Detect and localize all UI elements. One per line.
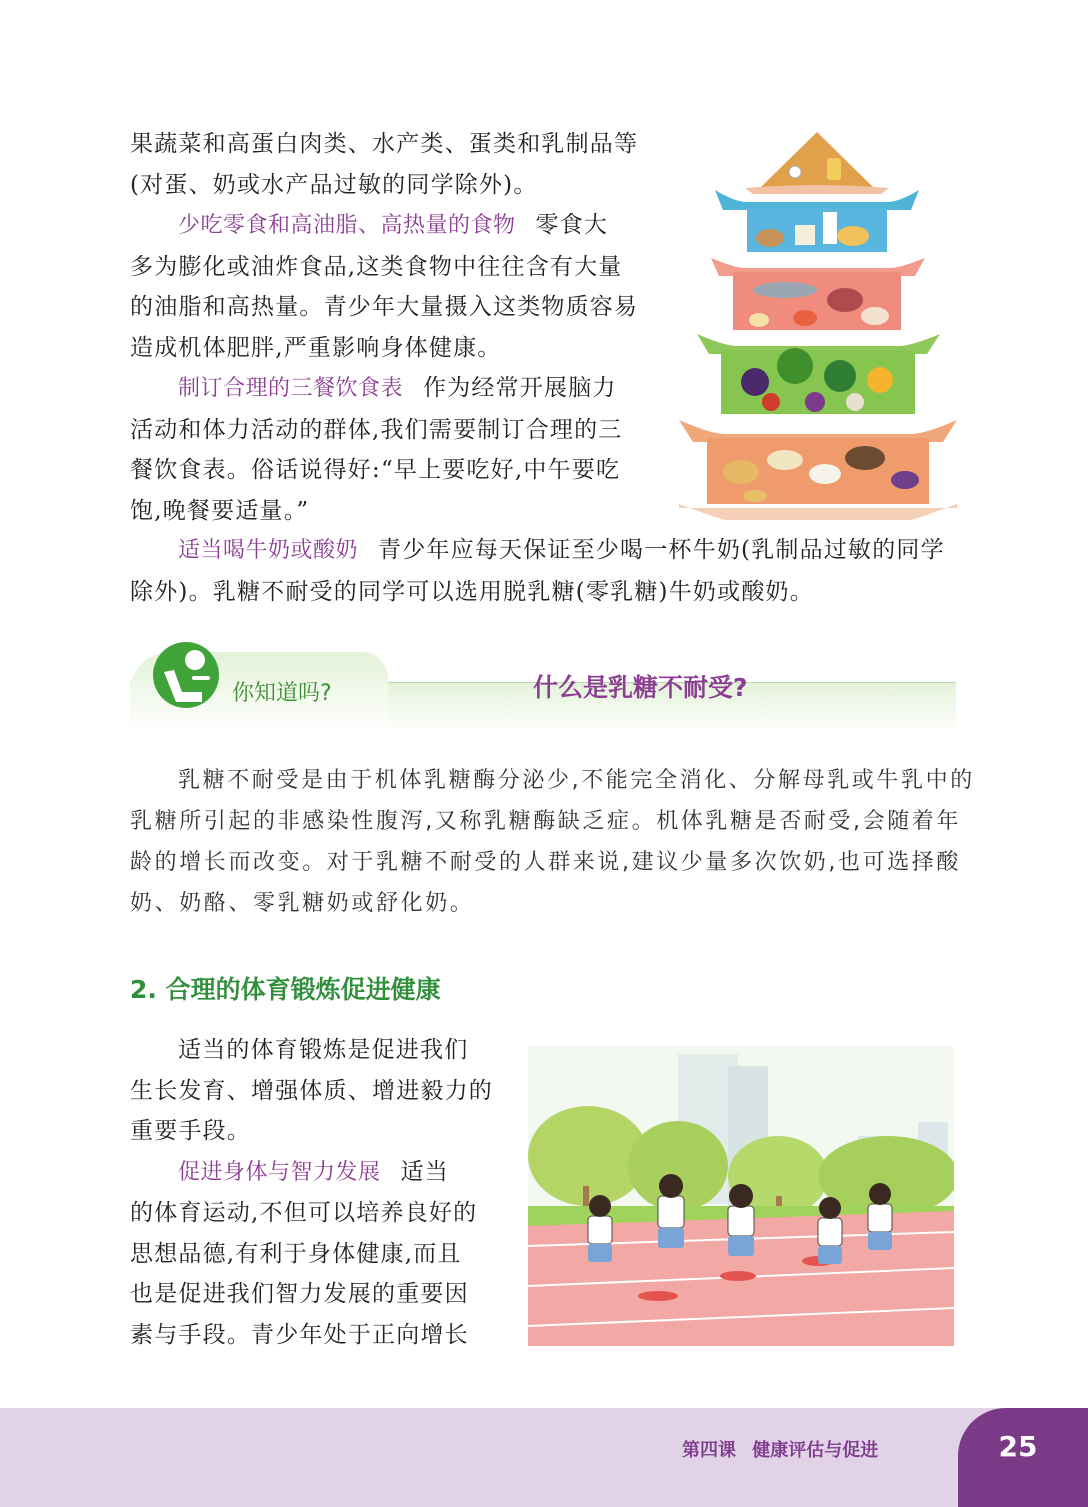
children-running-illustration — [528, 1046, 954, 1346]
text-line: 重要手段。 — [130, 1118, 251, 1144]
meal-paragraph — [130, 368, 634, 410]
snack-heading: 少吃零食和高油脂、高热量的食物 — [178, 213, 516, 238]
section-title: 2. 合理的体育锻炼促进健康 — [130, 975, 441, 1004]
milk-line — [130, 530, 956, 572]
footer-band — [0, 1408, 1088, 1507]
text-line: 适当的体育锻炼是促进我们 — [178, 1037, 469, 1063]
text-line: 零食大 — [535, 212, 609, 238]
text-line: 多为膨化或油炸食品,这类食物中往往含有大量 — [130, 253, 623, 280]
text-line: (对蛋、奶或水产品过敏的同学除外)。 — [130, 171, 538, 198]
reading-person-icon — [152, 640, 220, 710]
text-line: 适当 — [400, 1158, 449, 1185]
text-line: 饱,晚餐要适量。” — [130, 497, 310, 524]
intro-paragraph — [130, 124, 639, 531]
did-you-know-label: 你知道吗? — [232, 681, 332, 706]
food-pyramid-illustration — [675, 130, 960, 525]
milk-paragraph — [130, 530, 956, 612]
text-line: 也是促进我们智力发展的重要因 — [130, 1281, 469, 1307]
chapter-title: 第四课 健康评估与促进 — [682, 1440, 879, 1461]
meal-heading: 制订合理的三餐饮食表 — [178, 376, 404, 401]
text-line: 的体育运动,不但可以培养良好的 — [130, 1200, 478, 1226]
development-line — [130, 1152, 500, 1194]
text-line: 素与手段。青少年处于正向增长 — [130, 1321, 469, 1348]
did-you-know-question: 什么是乳糖不耐受? — [533, 673, 748, 702]
text-line: 造成机体肥胖,严重影响身体健康。 — [130, 334, 502, 361]
text-line: 思想品德,有利于身体健康,而且 — [130, 1240, 462, 1267]
text-line: 的油脂和高热量。青少年大量摄入这类物质容易 — [130, 294, 639, 320]
text-line: 活动和体力活动的群体,我们需要制订合理的三 — [130, 416, 623, 443]
text-line: 青少年应每天保证至少喝一杯牛奶(乳制品过敏的同学 — [378, 537, 945, 563]
text-line: 奶、奶酪、零乳糖奶或舒化奶。 — [130, 891, 475, 916]
text-line: 龄的增长而改变。对于乳糖不耐受的人群来说,建议少量多次饮奶,也可选择酸 — [130, 850, 961, 875]
snack-paragraph — [130, 205, 634, 247]
exercise-paragraph — [130, 1030, 500, 1355]
text-line: 果蔬菜和高蛋白肉类、水产类、蛋类和乳制品等 — [130, 131, 639, 157]
text-line: 生长发育、增强体质、增进毅力的 — [130, 1077, 493, 1104]
text-line: 乳糖不耐受是由于机体乳糖酶分泌少,不能完全消化、分解母乳或牛乳中的 — [178, 768, 975, 793]
text-line: 除外)。乳糖不耐受的同学可以选用脱乳糖(零乳糖)牛奶或酸奶。 — [130, 578, 814, 605]
did-you-know-text — [130, 760, 975, 924]
page-number: 25 — [998, 1430, 1038, 1463]
development-heading: 促进身体与智力发展 — [178, 1159, 381, 1185]
text-line: 餐饮食表。俗话说得好:“早上要吃好,中午要吃 — [130, 457, 621, 483]
milk-heading: 适当喝牛奶或酸奶 — [178, 538, 359, 563]
text-line: 乳糖所引起的非感染性腹泻,又称乳糖酶缺乏症。机体乳糖是否耐受,会随着年 — [130, 809, 961, 834]
text-line: 作为经常开展脑力 — [423, 375, 617, 401]
